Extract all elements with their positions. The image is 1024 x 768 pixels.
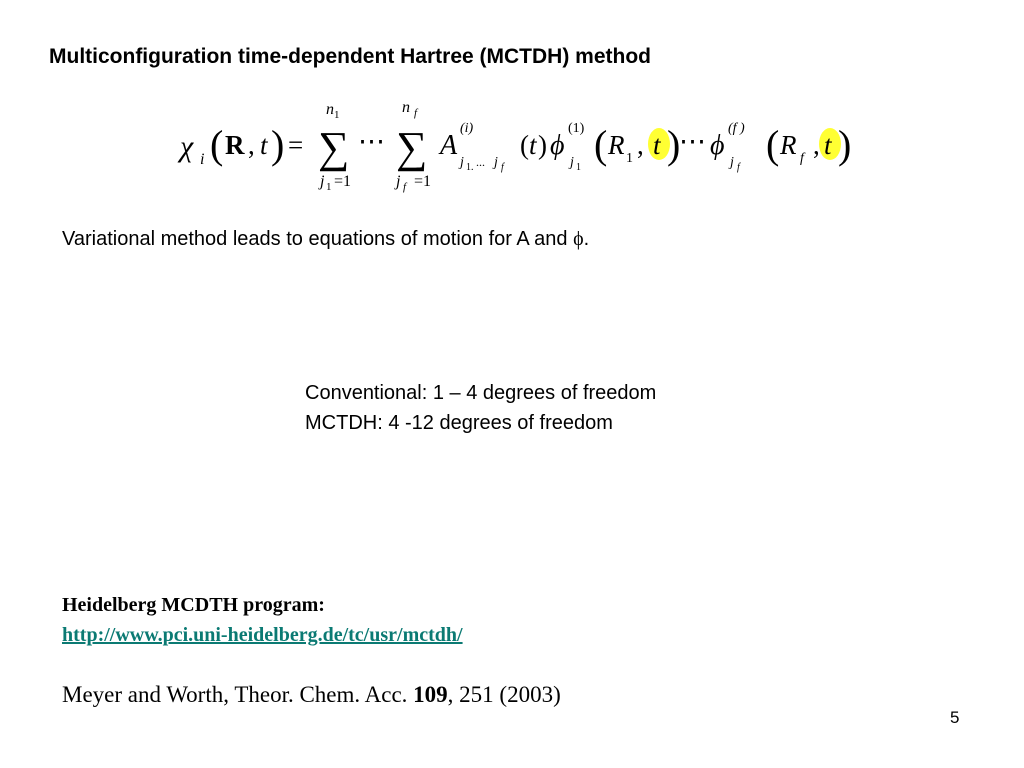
mctdh-line: MCTDH: 4 -12 degrees of freedom bbox=[305, 412, 613, 434]
comma-2: , bbox=[637, 130, 644, 160]
phi1-sub-1: 1 bbox=[576, 162, 581, 173]
n1-upper-sub: 1 bbox=[334, 109, 340, 121]
t-1: t bbox=[260, 130, 268, 160]
A-superscript: (i) bbox=[460, 121, 474, 136]
phif-sub-f: f bbox=[737, 162, 740, 173]
reference-citation bbox=[62, 682, 561, 708]
n1-upper: n bbox=[326, 101, 334, 118]
phif-superscript: (f ) bbox=[728, 121, 745, 136]
R-f: R bbox=[780, 130, 797, 160]
reference-prefix: Meyer and Worth, Theor. Chem. Acc. bbox=[62, 682, 414, 707]
j1-lower-sub: 1 bbox=[326, 181, 332, 193]
t-4-highlighted: t bbox=[824, 130, 832, 160]
conventional-line: Conventional: 1 – 4 degrees of freedom bbox=[305, 382, 657, 404]
phi-f: ϕ bbox=[710, 130, 725, 161]
t-2: t bbox=[529, 130, 537, 160]
reference-volume: 109 bbox=[413, 682, 448, 707]
reference-suffix: , 251 (2003) bbox=[447, 682, 561, 707]
variational-text: Variational method leads to equations of motion for A and bbox=[62, 228, 574, 250]
A-sub-j: j bbox=[460, 155, 464, 170]
cdots-2: ⋯ bbox=[679, 126, 706, 156]
program-link[interactable]: http://www.pci.uni-heidelberg.de/tc/usr/mctdh/ bbox=[62, 624, 463, 646]
A-coefficient: A bbox=[440, 130, 458, 161]
nf-upper-sub: f bbox=[414, 107, 418, 119]
lparen-large-2: ( bbox=[594, 122, 608, 167]
rparen-large-2: ) bbox=[667, 122, 681, 167]
sigma-2: ∑ bbox=[396, 123, 428, 172]
slide-title: Multiconfiguration time-dependent Hartree (MCTDH) method bbox=[49, 45, 651, 68]
phi-1: ϕ bbox=[550, 130, 565, 161]
jf-lower: j bbox=[396, 173, 401, 190]
mctdh-equation bbox=[170, 92, 870, 204]
phi1-sub-j: j bbox=[570, 155, 574, 170]
A-sub-dots: ... bbox=[476, 155, 485, 169]
chi-symbol: χ bbox=[180, 130, 194, 163]
phi-symbol: ϕ bbox=[573, 228, 584, 250]
t-3-highlighted: t bbox=[653, 130, 661, 160]
cdots-1: ⋯ bbox=[358, 126, 385, 156]
R-sub-f: f bbox=[800, 151, 804, 166]
page-number: 5 bbox=[950, 708, 960, 727]
chi-subscript: i bbox=[200, 151, 205, 168]
variational-method-line bbox=[62, 228, 589, 251]
jf-lower-sub: f bbox=[403, 181, 407, 193]
j1-eq-one: =1 bbox=[334, 173, 352, 190]
comma-3: , bbox=[813, 130, 820, 160]
rparen-large-1: ) bbox=[271, 122, 285, 167]
A-sub-f: f bbox=[501, 162, 504, 173]
variational-period: . bbox=[583, 228, 590, 250]
A-sub-1: 1. bbox=[466, 162, 474, 173]
A-sub-jf: j bbox=[494, 155, 498, 170]
nf-upper: n bbox=[402, 99, 410, 116]
rparen-small-1: ) bbox=[538, 130, 547, 160]
lparen-large-3: ( bbox=[766, 122, 780, 167]
program-heading: Heidelberg MCDTH program: bbox=[62, 594, 325, 616]
j1-lower: j bbox=[320, 173, 325, 190]
R-sub-1: 1 bbox=[626, 151, 633, 166]
lparen-large-1: ( bbox=[210, 122, 224, 167]
phi1-superscript: (1) bbox=[568, 121, 585, 136]
comma-1: , bbox=[248, 130, 255, 160]
R-bold: R bbox=[225, 130, 245, 160]
jf-eq-one: =1 bbox=[414, 173, 432, 190]
equals-sign: = bbox=[288, 130, 304, 160]
phif-sub-j: j bbox=[730, 155, 734, 170]
R-1: R bbox=[608, 130, 625, 160]
sigma-1: ∑ bbox=[318, 123, 350, 172]
degrees-of-freedom-block bbox=[305, 378, 656, 438]
lparen-small-1: ( bbox=[520, 130, 529, 160]
rparen-large-3: ) bbox=[838, 122, 852, 167]
